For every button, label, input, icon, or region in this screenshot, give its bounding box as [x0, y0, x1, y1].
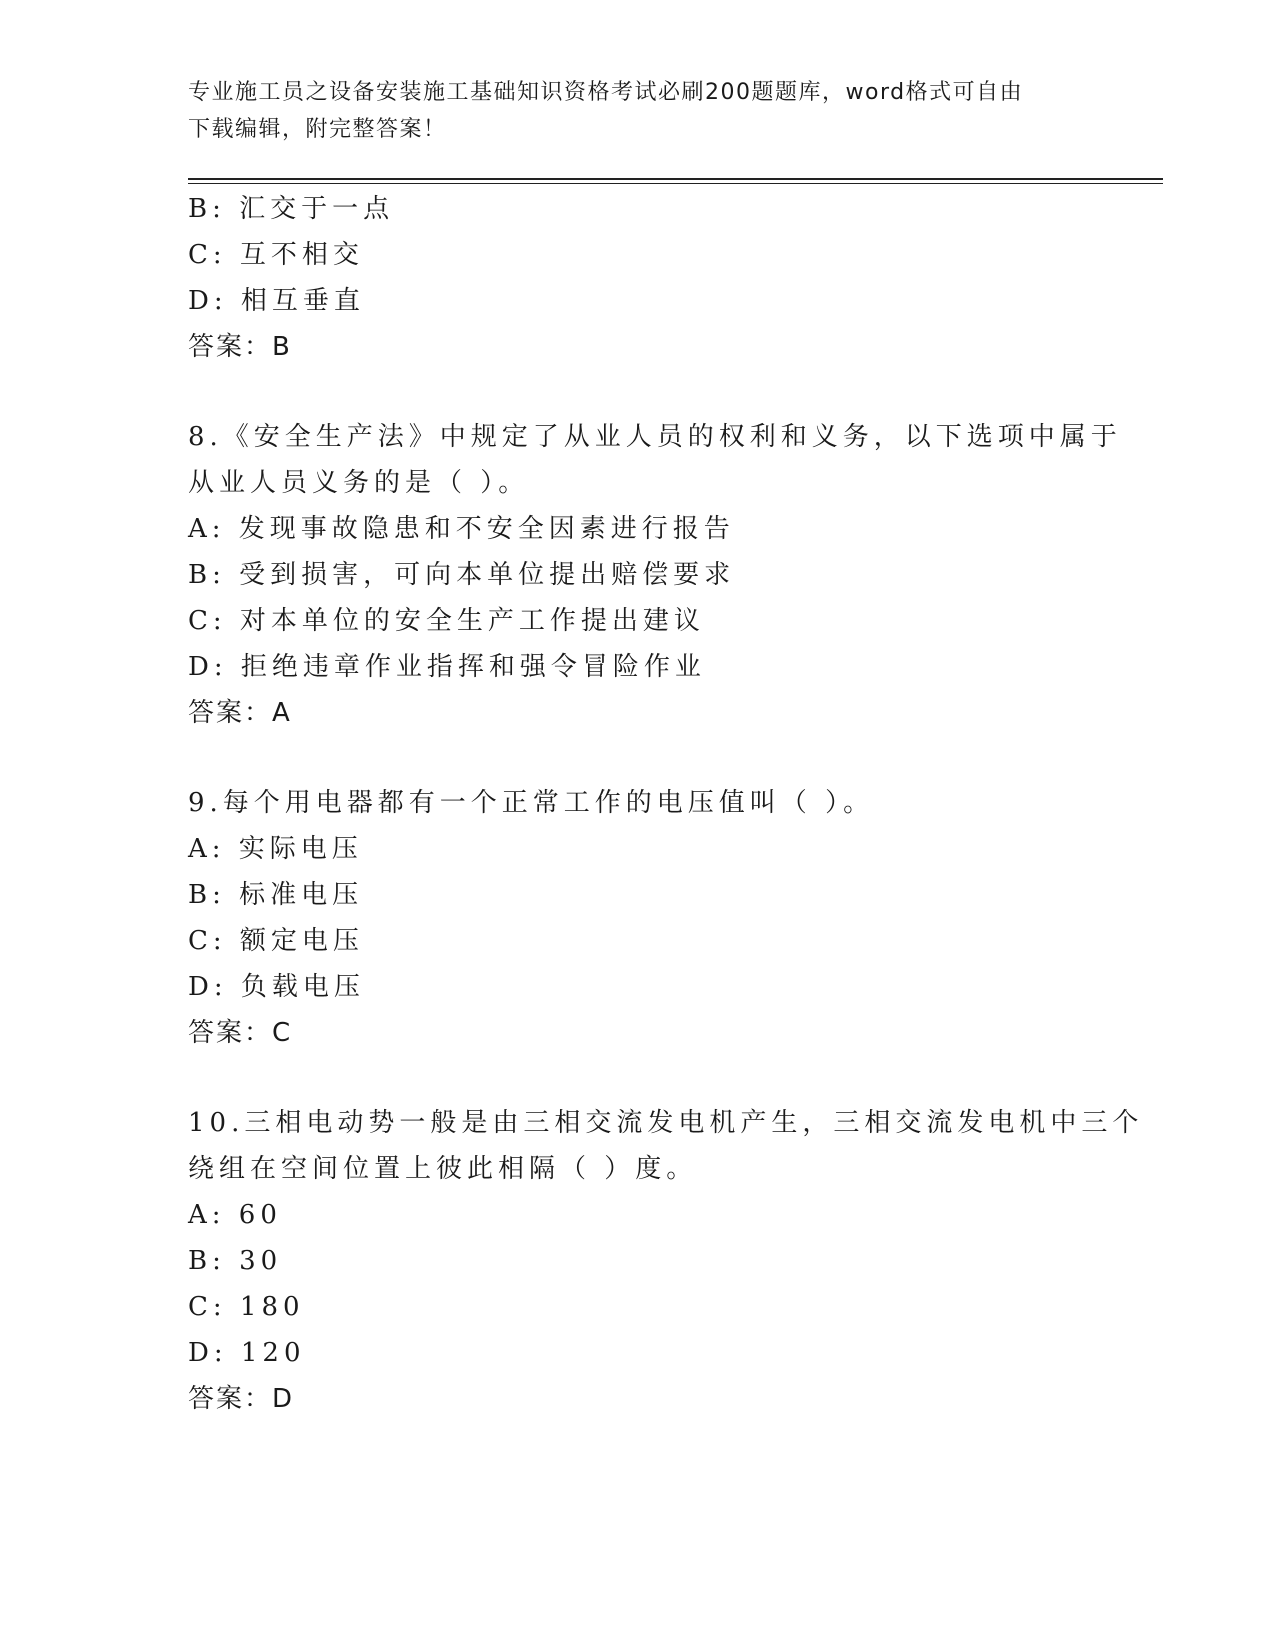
option-c: C: 180 [188, 1292, 305, 1322]
option-d: D: 相互垂直 [188, 286, 365, 316]
option-b: B: 受到损害，可向本单位提出赔偿要求 [188, 560, 736, 590]
option-a: A: 60 [188, 1200, 282, 1230]
option-b: B: 标准电压 [188, 880, 364, 910]
question-7-continuation [188, 186, 1128, 370]
question-9 [188, 780, 1128, 1056]
option-b: B: 汇交于一点 [188, 194, 395, 224]
question-stem-continued: 绕组在空间位置上彼此相隔（ ）度。 [188, 1154, 698, 1184]
option-a: A: 发现事故隐患和不安全因素进行报告 [188, 514, 735, 544]
option-d: D: 120 [188, 1338, 306, 1368]
header-divider-thin [188, 183, 1163, 184]
option-c: C: 互不相交 [188, 240, 364, 270]
option-a: A: 实际电压 [188, 834, 363, 864]
question-list [188, 186, 1144, 1422]
option-d: D: 负载电压 [188, 972, 365, 1002]
answer: 答案：B [188, 332, 292, 362]
question-stem: 8.《安全生产法》中规定了从业人员的权利和义务，以下选项中属于 [188, 422, 1122, 452]
option-c: C: 额定电压 [188, 926, 364, 956]
question-10 [188, 1100, 1144, 1422]
header-line-2: 下载编辑，附完整答案！ [188, 117, 447, 142]
answer: 答案：C [188, 1018, 293, 1048]
document-header [188, 74, 1088, 148]
question-stem-continued: 从业人员义务的是（ ）。 [188, 468, 530, 498]
option-b: B: 30 [188, 1246, 283, 1276]
option-c: C: 对本单位的安全生产工作提出建议 [188, 606, 705, 636]
question-stem: 10.三相电动势一般是由三相交流发电机产生，三相交流发电机中三个 [188, 1108, 1144, 1138]
answer: 答案：D [188, 1384, 295, 1414]
header-line-1: 专业施工员之设备安装施工基础知识资格考试必刷200题题库，word格式可自由 [188, 80, 1024, 105]
option-d: D: 拒绝违章作业指挥和强令冒险作业 [188, 652, 706, 682]
question-stem: 9.每个用电器都有一个正常工作的电压值叫（ ）。 [188, 788, 875, 818]
answer: 答案：A [188, 698, 292, 728]
question-8 [188, 414, 1128, 736]
header-divider-thick [188, 178, 1163, 180]
